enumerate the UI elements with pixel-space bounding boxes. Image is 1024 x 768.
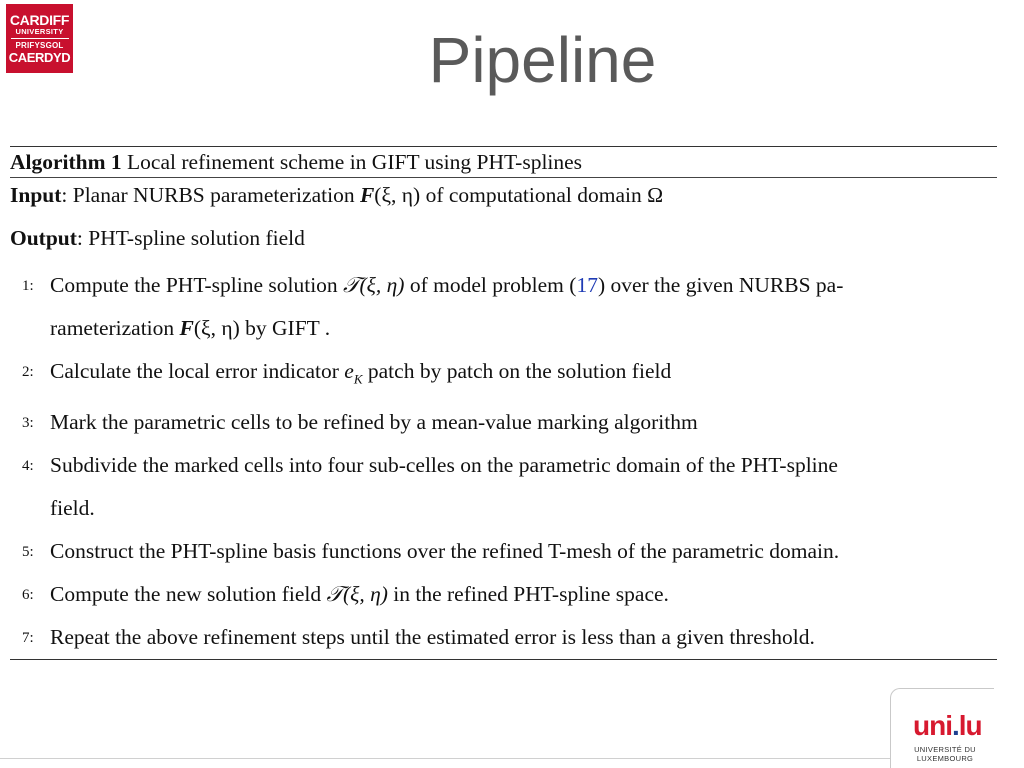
logo-line: UNIVERSITY (15, 26, 64, 36)
equation-reference: 17 (576, 273, 598, 297)
step-math-args: (ξ, η) (193, 316, 240, 340)
step-text: by GIFT . (239, 316, 331, 340)
unilu-mark-part: lu (958, 710, 982, 741)
step-text: Repeat the above refinement steps until the estimated error is less than a given threshold. (50, 625, 815, 650)
step-math: 𝒯(ξ, η) (326, 582, 388, 607)
algorithm-step (10, 580, 997, 608)
algorithm-step (10, 537, 997, 565)
unilu-mark-part: uni (913, 710, 952, 741)
logo-line: CAERDYD (8, 49, 71, 65)
step-text: Compute the PHT-spline solution (50, 273, 344, 297)
step-text: of model problem ( (404, 273, 577, 297)
step-math-subscript: K (353, 371, 363, 387)
step-number: 5: (22, 544, 34, 561)
input-line (10, 181, 997, 209)
step-text: rameterization (50, 316, 180, 340)
algorithm-step (10, 357, 997, 393)
step-text: Subdivide the marked cells into four sub-celles on the parametric domain of the PHT-spline (50, 453, 838, 478)
step-text: in the refined PHT-spline space. (387, 582, 669, 607)
logo-line: PRIFYSGOL (15, 40, 64, 50)
unilu-line: LUXEMBOURG (916, 754, 974, 763)
step-math: F (179, 316, 194, 340)
output-text: : PHT-spline solution field (76, 226, 305, 250)
step-number: 2: (22, 364, 34, 380)
step-text: patch by patch on the solution field (362, 359, 672, 383)
algorithm-label: Algorithm 1 (10, 150, 122, 174)
algorithm-box (10, 146, 997, 660)
algorithm-step (10, 623, 997, 651)
university-of-luxembourg-logo (890, 688, 994, 768)
unilu-line: UNIVERSITÉ DU (914, 745, 976, 754)
step-math: e (344, 359, 354, 383)
step-text: Construct the PHT-spline basis functions over the refined T-mesh of the parametric domain. (50, 539, 840, 564)
step-number: 1: (22, 278, 34, 294)
algorithm-header (10, 147, 997, 177)
step-continuation (50, 314, 997, 342)
slide-title: Pipeline (428, 24, 657, 96)
logo-line: CARDIFF (9, 11, 70, 28)
step-text: Compute the new solution field (50, 582, 327, 607)
algorithm-caption: Local refinement scheme in GIFT using PHT-splines (127, 150, 583, 174)
unilu-mark-dot: . (952, 710, 959, 741)
input-label: Input (10, 183, 62, 207)
bottom-rule (10, 659, 997, 660)
step-text: Mark the parametric cells to be refined by a mean-value marking algorithm (50, 410, 698, 435)
output-label: Output (10, 226, 77, 250)
algorithm-step (10, 271, 997, 342)
unilu-wordmark (913, 711, 982, 741)
step-number: 6: (22, 587, 34, 604)
header-rule (10, 177, 997, 178)
step-math: 𝒯(ξ, η) (343, 273, 405, 297)
step-number: 4: (22, 458, 34, 475)
input-text: : Planar NURBS parameterization (61, 183, 360, 207)
step-text: Calculate the local error indicator (50, 359, 345, 383)
input-text-post: of computational domain Ω (420, 183, 664, 207)
step-continuation: field. (50, 496, 95, 521)
input-math-args: (ξ, η) (374, 183, 421, 207)
footer-divider (0, 758, 890, 759)
step-number: 7: (22, 630, 34, 647)
algorithm-step (10, 451, 997, 522)
algorithm-step (10, 408, 997, 436)
step-text: ) over the given NURBS pa- (597, 273, 844, 297)
step-number: 3: (22, 415, 34, 432)
input-math: F (359, 183, 375, 207)
output-line (10, 224, 997, 252)
